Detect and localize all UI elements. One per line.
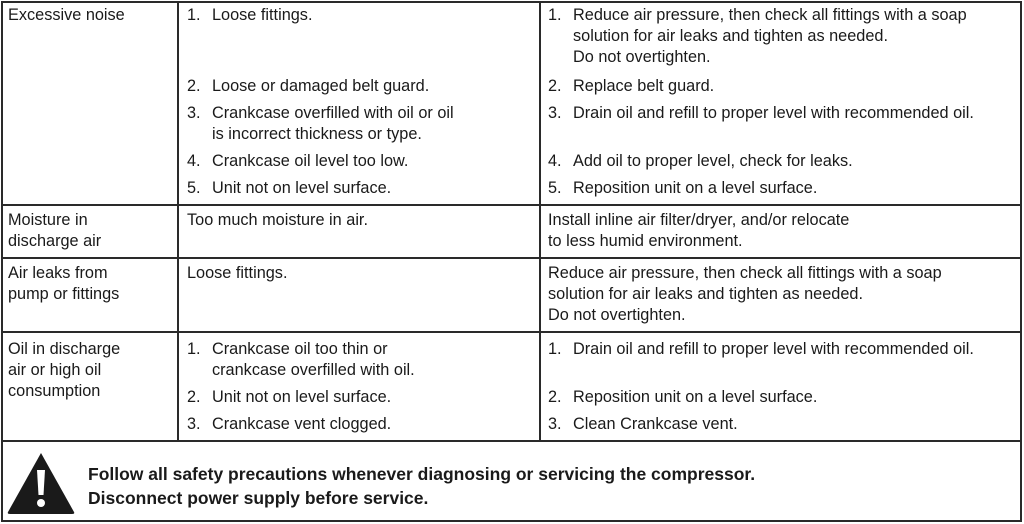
warning-line: Disconnect power supply before service. (88, 488, 429, 508)
item-number: 5. (548, 179, 562, 197)
problem-cell: Moisture in (8, 211, 88, 229)
solution-text: Reposition unit on a level surface. (573, 388, 818, 406)
item-number: 3. (187, 104, 201, 122)
problem-cell: Air leaks from (8, 264, 108, 282)
item-number: 1. (187, 6, 201, 24)
cause-text: crankcase overfilled with oil. (212, 361, 415, 379)
warning-triangle-icon (5, 450, 77, 516)
item-number: 5. (187, 179, 201, 197)
problem-cell: Excessive noise (8, 6, 125, 24)
solution-text: Reposition unit on a level surface. (573, 179, 818, 197)
cause-text: Crankcase oil level too low. (212, 152, 409, 170)
cause-text: Unit not on level surface. (212, 388, 392, 406)
row-divider (1, 257, 1022, 259)
solution-text: Add oil to proper level, check for leaks. (573, 152, 853, 170)
row-divider (1, 440, 1022, 442)
item-number: 2. (548, 388, 562, 406)
item-number: 2. (187, 388, 201, 406)
solution-text: solution for air leaks and tighten as needed. (573, 27, 888, 45)
solution-text: Drain oil and refill to proper level with recommended oil. (573, 104, 974, 122)
item-number: 2. (187, 77, 201, 95)
cause-text: Crankcase vent clogged. (212, 415, 392, 433)
item-number: 3. (548, 415, 562, 433)
solution-text: to less humid environment. (548, 232, 743, 250)
problem-cell: discharge air (8, 232, 102, 250)
item-number: 1. (548, 6, 562, 24)
row-divider (1, 331, 1022, 333)
row-divider (1, 204, 1022, 206)
solution-text: Drain oil and refill to proper level with recommended oil. (573, 340, 974, 358)
cause-text: Loose fittings. (187, 264, 288, 282)
solution-text: Do not overtighten. (548, 306, 686, 324)
column-divider (177, 1, 179, 442)
troubleshooting-table (1, 1, 1022, 522)
cause-text: Loose or damaged belt guard. (212, 77, 430, 95)
problem-cell: Oil in discharge (8, 340, 121, 358)
item-number: 4. (187, 152, 201, 170)
solution-text: Replace belt guard. (573, 77, 715, 95)
cause-text: Too much moisture in air. (187, 211, 368, 229)
item-number: 3. (548, 104, 562, 122)
cause-text: Crankcase oil too thin or (212, 340, 388, 358)
solution-text: Install inline air filter/dryer, and/or relocate (548, 211, 850, 229)
item-number: 2. (548, 77, 562, 95)
column-divider (539, 1, 541, 442)
solution-text: Clean Crankcase vent. (573, 415, 738, 433)
problem-cell: air or high oil (8, 361, 102, 379)
item-number: 3. (187, 415, 201, 433)
cause-text: Unit not on level surface. (212, 179, 392, 197)
solution-text: solution for air leaks and tighten as needed. (548, 285, 863, 303)
problem-cell: pump or fittings (8, 285, 120, 303)
warning-line: Follow all safety precautions whenever diagnosing or servicing the compressor. (88, 464, 756, 484)
solution-text: Do not overtighten. (573, 48, 711, 66)
solution-text: Reduce air pressure, then check all fittings with a soap (548, 264, 942, 282)
cause-text: is incorrect thickness or type. (212, 125, 422, 143)
cause-text: Loose fittings. (212, 6, 313, 24)
item-number: 1. (548, 340, 562, 358)
item-number: 4. (548, 152, 562, 170)
item-number: 1. (187, 340, 201, 358)
cause-text: Crankcase overfilled with oil or oil (212, 104, 454, 122)
problem-cell: consumption (8, 382, 101, 400)
solution-text: Reduce air pressure, then check all fittings with a soap (573, 6, 967, 24)
